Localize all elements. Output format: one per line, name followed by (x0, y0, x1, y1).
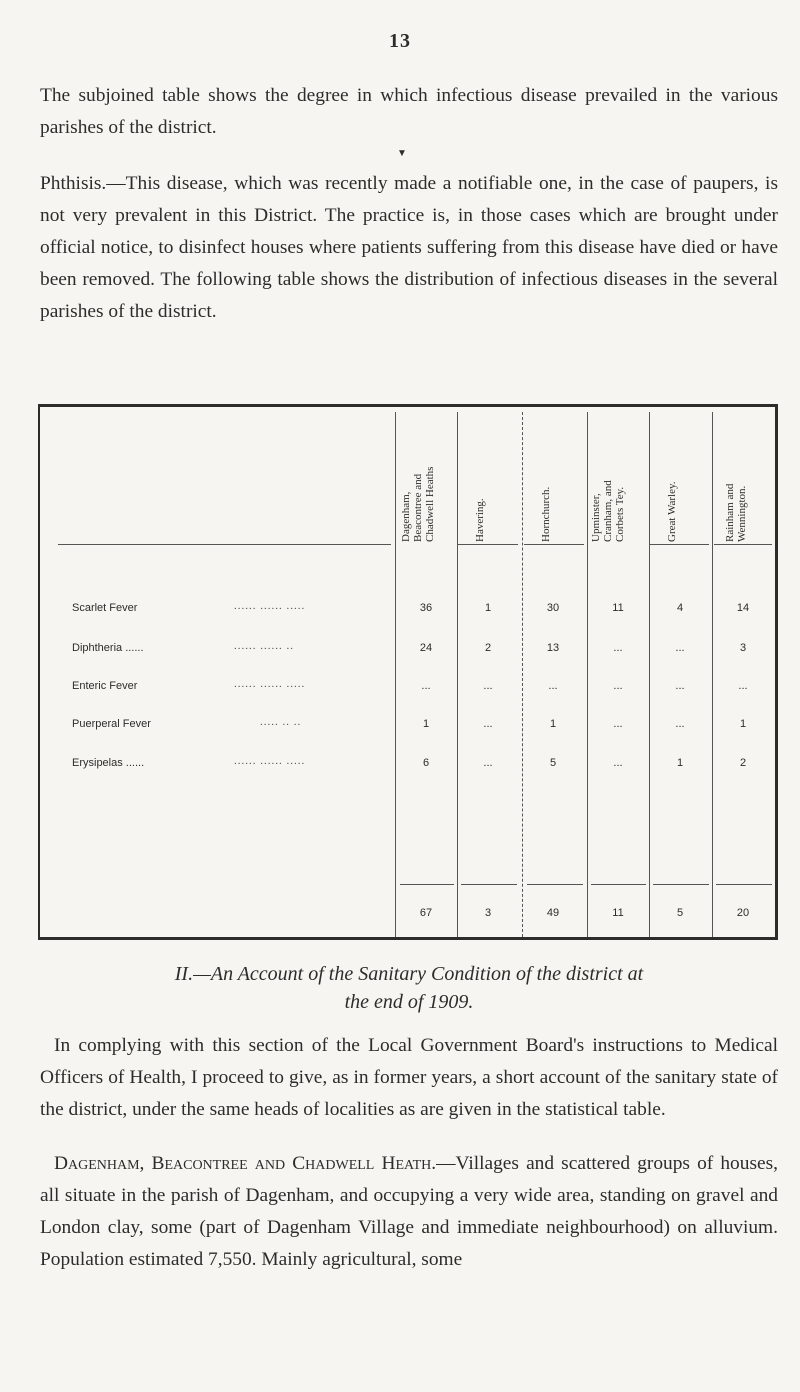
table-cell: ... (675, 642, 685, 654)
total-cell: 20 (736, 907, 750, 919)
table-cell: ... (483, 757, 493, 769)
table-cell: 1 (676, 757, 684, 769)
header-rule (524, 544, 584, 545)
table-cell: 3 (739, 642, 747, 654)
total-rule (527, 884, 583, 885)
table-top-rule (38, 404, 778, 407)
row-leader-dots: ...... ...... ..... (234, 678, 306, 690)
table-cell: 6 (422, 757, 430, 769)
total-cell: 5 (676, 907, 684, 919)
row-leader-dots: ...... ...... ..... (234, 600, 306, 612)
column-header-upminster: Upminster, Cranham, and Corbets Tey. (590, 480, 626, 542)
table-cell: ... (675, 718, 685, 730)
row-label: Diphtheria ...... (72, 642, 144, 654)
table-right-rule (775, 404, 778, 940)
table-cell: 4 (676, 602, 684, 614)
total-cell: 49 (546, 907, 560, 919)
dagenham-heading: Dagenham, Beacontree and Chadwell Heath. (54, 1153, 437, 1174)
table-bottom-rule (38, 937, 778, 940)
bullet-mark: ▼ (397, 148, 407, 159)
table-cell: ... (421, 680, 431, 692)
header-rule (649, 544, 709, 545)
row-leader-dots: ...... ...... .. (234, 640, 294, 652)
total-rule (653, 884, 709, 885)
table-cell: 1 (422, 718, 430, 730)
page-number: 13 (389, 30, 411, 52)
total-cell: 11 (612, 907, 624, 919)
total-rule (716, 884, 772, 885)
table-cell: 1 (484, 602, 492, 614)
column-header-great-warley: Great Warley. (666, 481, 678, 542)
row-leader-dots: ...... ...... ..... (234, 755, 306, 767)
column-header-havering: Havering. (474, 498, 486, 542)
infectious-disease-table (38, 404, 778, 940)
header-rule (58, 544, 391, 545)
total-cell: 3 (484, 907, 492, 919)
column-divider (587, 412, 588, 937)
intro-paragraph: The subjoined table shows the degree in which infectious disease prevailed in the various parishes of the district. (40, 85, 778, 138)
column-header-dagenham: Dagenham, Beacontree and Chadwell Heaths (400, 466, 436, 542)
section-heading-line-2: the end of 1909. (344, 991, 474, 1013)
table-cell: ... (483, 680, 493, 692)
table-cell: ... (613, 680, 623, 692)
table-cell: ... (613, 757, 623, 769)
table-cell: 14 (736, 602, 750, 614)
table-cell: ... (548, 680, 558, 692)
section-heading (40, 960, 778, 1016)
table-cell: 24 (419, 642, 433, 654)
table-cell: ... (613, 718, 623, 730)
table-cell: 36 (419, 602, 433, 614)
header-rule (714, 544, 772, 545)
table-cell: ... (675, 680, 685, 692)
table-cell: 2 (484, 642, 492, 654)
column-divider (395, 412, 396, 937)
table-cell: 1 (549, 718, 557, 730)
table-cell: 1 (739, 718, 747, 730)
column-divider (457, 412, 458, 937)
table-cell: 5 (549, 757, 557, 769)
row-label: Enteric Fever (72, 680, 138, 692)
table-cell: 13 (546, 642, 560, 654)
table-cell: 2 (739, 757, 747, 769)
column-divider (522, 412, 524, 937)
total-rule (461, 884, 517, 885)
total-cell: 67 (419, 907, 433, 919)
row-leader-dots: ..... .. .. (260, 716, 302, 728)
row-label: Erysipelas ...... (72, 757, 145, 769)
dagenham-paragraph (40, 1148, 778, 1276)
table-cell: 11 (612, 602, 624, 614)
row-label: Puerperal Fever (72, 718, 151, 730)
header-rule (458, 544, 518, 545)
total-rule (591, 884, 646, 885)
column-header-rainham: Rainham and Wennington. (724, 483, 748, 542)
dagenham-body: —Villages and scattered groups of houses, all situate in the parish of Dagenham, and occupying a very wide area, standing on gravel and London clay, some (part of Dagenham Village and immediate neighbourhood) on alluvium. Population estimated 7,550. Mainly agricultural, some (40, 1153, 778, 1270)
complying-paragraph: In complying with this section of the Local Government Board's instructions to Medical Officers of Health, I proceed to give, as in former years, a short account of the sanitary state of the district, under the same heads of localities as are given in the statistical table. (40, 1035, 778, 1120)
table-cell: ... (613, 642, 623, 654)
table-cell: 30 (546, 602, 560, 614)
column-divider (712, 412, 713, 937)
table-cell: ... (483, 718, 493, 730)
row-label: Scarlet Fever (72, 602, 138, 614)
column-divider (649, 412, 650, 937)
table-cell: ... (738, 680, 748, 692)
column-header-hornchurch: Hornchurch. (540, 486, 552, 542)
total-rule (400, 884, 454, 885)
phthisis-paragraph: Phthisis.—This disease, which was recently made a notifiable one, in the case of paupers, is not very prevalent in this District. The practice is, in those cases which are brought under official notice, to disinfect houses where patients suffering from this disease have died or have been removed. The following table shows the distribution of infectious diseases in the several parishes of the district. (40, 173, 778, 322)
section-heading-line-1: II.—An Account of the Sanitary Condition of the district at (174, 963, 644, 985)
table-left-rule (38, 404, 40, 940)
